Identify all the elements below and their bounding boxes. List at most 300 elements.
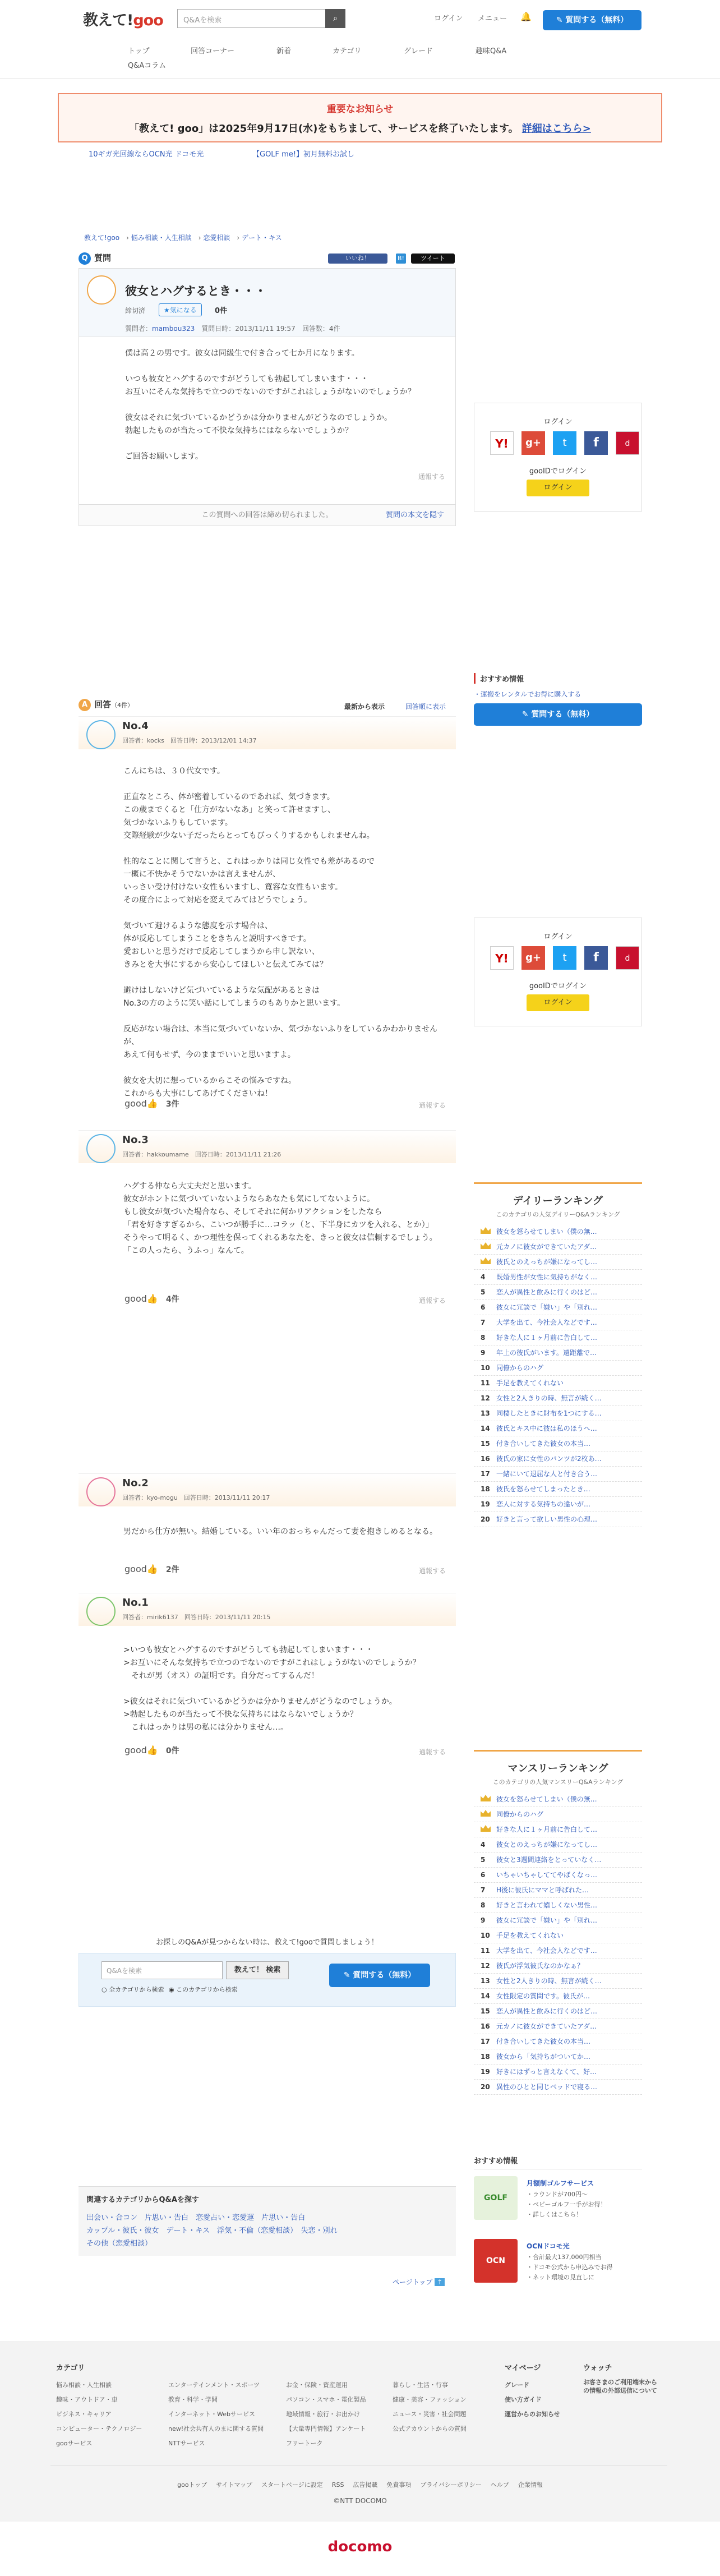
like-label: いいね！	[345, 255, 370, 262]
thumbs-up-icon: 👍	[146, 1098, 158, 1109]
crown-icon	[481, 1257, 491, 1264]
answer-item	[79, 1130, 456, 1314]
footer-link[interactable]: 趣味・アウトドア・車	[56, 2396, 118, 2403]
related-link[interactable]: 失恋・別れ	[301, 2227, 338, 2235]
breadcrumb: 教えて!goo › 悩み相談・人生相談 › 恋愛相談 › デート・キス	[84, 234, 282, 242]
rank-number: 19	[481, 2068, 490, 2076]
login-button[interactable]: ログイン	[527, 480, 589, 496]
ranking-item[interactable]	[474, 1330, 642, 1345]
question-body: 僕は高２の男です。彼女は同級生で付き合って七か月になります。 いつも彼女とハグするのですがどうしても勃起してしまいます・・・ お互いにそんな気持ちで立つのでないのですがこれはしょうがないのでしょうか？ 彼女はそれに気づいているかどうかは分かりませんがどうなのでしょうか。 勃起したものが当たって不快な気持ちにはならないでしょうか？ ご回答お願いします。	[125, 349, 416, 461]
rank-number: 8	[481, 1334, 486, 1342]
ocn-ad-title[interactable]: OCNドコモ光	[527, 2242, 570, 2250]
footer-col-title[interactable]: マイページ	[505, 2364, 541, 2372]
answer-body: 男だから仕方が無い。結婚している。いい年のおっちゃんだって妻を抱きしめるとなる。	[123, 1527, 437, 1536]
ranking-title: 彼女に冗談で「嫌い」や「別れ…	[496, 1303, 598, 1311]
ranking-item[interactable]	[474, 1224, 642, 1239]
login-box-title: ログイン	[543, 418, 573, 426]
ranking-title: 同僚からのハグ	[496, 1364, 544, 1372]
question-status: 締切済	[125, 307, 146, 315]
yahoo-icon[interactable]: Y!	[490, 946, 514, 970]
golf-ad-image[interactable]: GOLF	[474, 2176, 518, 2220]
crown-icon	[481, 1227, 491, 1234]
footer-link[interactable]: インターネット・Webサービス	[168, 2411, 255, 2418]
twitter-icon[interactable]: t	[553, 946, 576, 970]
ranking-title: 彼氏とキス中に彼は私のほうへ…	[496, 1425, 597, 1432]
ranking-item[interactable]	[474, 1451, 642, 1467]
tweet-label: ツイート	[421, 255, 445, 262]
footer-bottom-link[interactable]: gooトップ	[177, 2481, 207, 2489]
monthly-ranking	[474, 1750, 642, 2142]
related-categories	[79, 2186, 456, 2256]
rank-number: 18	[481, 2053, 490, 2061]
answer-item	[79, 1593, 456, 1757]
bottom-search-button[interactable]: 教えて！ 検索	[226, 1961, 289, 1979]
ranking-title: 同棲したときに財布を1つにする…	[496, 1409, 602, 1417]
related-links	[86, 2211, 445, 2250]
answer-user[interactable]: 回答者：kocks	[122, 737, 164, 744]
facebook-icon[interactable]: f	[584, 946, 608, 970]
bottom-ask-button[interactable]	[329, 1964, 430, 1987]
footer-link[interactable]: お金・保険・資産運用	[286, 2381, 348, 2389]
good-count: 3件	[165, 1100, 179, 1109]
answer-date: 回答日時：2013/11/11 21:26	[195, 1151, 281, 1158]
search-icon: ⌕	[333, 14, 338, 23]
ranking-title: 女性と2人きりの時、無言が続く…	[496, 1977, 602, 1985]
side-ads	[474, 2155, 642, 2338]
search-input[interactable]: Q&Aを検索	[177, 9, 345, 28]
footer-link[interactable]: フリートーク	[286, 2440, 323, 2447]
good-count: 0件	[165, 1746, 179, 1755]
report-link[interactable]: 通報する	[418, 1748, 446, 1756]
golf-ad-lines	[527, 2190, 607, 2220]
google-plus-icon[interactable]: g+	[521, 431, 545, 455]
footer-link[interactable]: コンピューター・テクノロジー	[56, 2425, 142, 2432]
rank-number: 15	[481, 2007, 490, 2015]
answer-date: 回答日時：2013/11/11 20:15	[184, 1614, 271, 1621]
ranking-item[interactable]	[474, 1345, 642, 1361]
daily-ranking-list	[474, 1224, 642, 1527]
ranking-title: 元カノに彼女ができていたアダ…	[496, 2022, 597, 2030]
crown-icon	[481, 1795, 491, 1801]
footer-link[interactable]: 使い方ガイド	[505, 2396, 542, 2403]
site-logo[interactable]	[83, 8, 163, 30]
rank-number	[481, 1807, 493, 1822]
pencil-icon: ✎	[521, 710, 532, 719]
crown-icon	[481, 1825, 491, 1832]
ranking-title: 彼女と3週間連絡をとっていなく…	[496, 1856, 602, 1864]
ask-label: 質問する（無料）	[531, 710, 594, 719]
question-box	[79, 268, 456, 526]
asker-link[interactable]: mambou323	[152, 325, 195, 333]
related-link[interactable]: その他（恋愛相談）	[86, 2239, 153, 2248]
menu-link[interactable]: メニュー	[478, 15, 507, 23]
avatar	[86, 1134, 116, 1163]
monthly-ranking-title: マンスリーランキング	[507, 1763, 608, 1775]
footer-link[interactable]: new!社会共有人のまに関する質問	[168, 2425, 264, 2432]
facebook-icon[interactable]: f	[584, 431, 608, 455]
ranking-title: 彼氏の家に女性のパンツが2枚あ…	[496, 1455, 602, 1463]
ranking-item[interactable]	[474, 1974, 642, 1989]
ranking-title: 恋人に対する気持ちの違いが…	[496, 1500, 591, 1508]
answer-date: 回答日時：2013/11/11 20:17	[183, 1494, 270, 1501]
docomo-icon[interactable]: d	[616, 946, 639, 970]
ask-question-button[interactable]	[543, 10, 641, 30]
pencil-icon: ✎	[343, 1971, 353, 1980]
closed-text: この質問への回答は締め切られました。	[201, 511, 333, 519]
footer-bottom-link[interactable]: 企業情報	[518, 2481, 543, 2489]
good-button[interactable]: good👍 0件	[124, 1745, 179, 1755]
answer-count: 回答数：4件	[302, 325, 340, 333]
footer-bottom-link[interactable]: 広告掲載	[353, 2481, 378, 2489]
radio-all[interactable]: ○ 全カテゴリから検索	[101, 1986, 164, 1993]
logo-text: 教えて!	[83, 12, 133, 29]
favorite-button[interactable]	[159, 303, 202, 316]
closed-notice	[79, 504, 455, 526]
ranking-item[interactable]	[474, 1913, 642, 1928]
rank-number: 14	[481, 1992, 490, 2000]
ranking-item[interactable]	[474, 1837, 642, 1852]
ranking-title: 大学を出て、今社会人などです…	[496, 1947, 597, 1955]
ranking-title: いちゃいちゃしててやばくなっ…	[496, 1871, 598, 1879]
rank-number: 5	[481, 1856, 486, 1864]
thumbs-up-icon: 👍	[146, 1564, 158, 1574]
ranking-title: 彼女を怒らせてしまい（僕の無…	[496, 1795, 597, 1803]
ranking-item[interactable]	[474, 2019, 642, 2034]
bell-icon[interactable]: 🔔	[520, 11, 532, 22]
good-button[interactable]: good👍 2件	[124, 1564, 179, 1574]
footer-col-title[interactable]: ウォッチ	[583, 2364, 612, 2372]
ranking-item[interactable]	[474, 1512, 642, 1527]
answer-user[interactable]: 回答者：kyo-mogu	[122, 1494, 178, 1501]
footer-link[interactable]: 暮らし・生活・行事	[393, 2381, 448, 2389]
nav-new[interactable]: 新着	[276, 47, 292, 56]
related-link[interactable]: 恋愛占い・恋愛運	[196, 2214, 255, 2222]
tweet-button[interactable]	[411, 254, 455, 264]
site-header	[0, 0, 720, 79]
breadcrumb-item[interactable]: 教えて!goo	[84, 234, 120, 242]
ranking-item[interactable]	[474, 1822, 642, 1837]
ranking-item[interactable]	[474, 1255, 642, 1270]
rank-number: 13	[481, 1409, 490, 1417]
notice-title: 重要なお知らせ	[326, 104, 394, 115]
nav-category[interactable]: カテゴリ	[333, 47, 362, 56]
footer-link[interactable]: お客さまのご利用端末からの情報の外部送信について	[583, 2379, 657, 2394]
footer-col-title: カテゴリ	[56, 2364, 85, 2372]
ad-line: ・詳しくはこちら！	[527, 2211, 582, 2218]
rank-number: 9	[481, 1916, 486, 1924]
avatar	[86, 1597, 116, 1626]
related-link[interactable]: 浮気・不倫（恋愛相談）	[217, 2227, 294, 2235]
rank-number: 16	[481, 2022, 490, 2030]
promo-link-golf[interactable]: 【GOLF me!】初月無料お試し	[252, 150, 355, 159]
footer-link[interactable]: 【大量専門情報】アンケート	[286, 2425, 366, 2432]
ranking-item[interactable]	[474, 1436, 642, 1451]
related-link[interactable]: カップル・彼氏・彼女	[86, 2227, 159, 2235]
footer-link[interactable]: ビジネス・キャリア	[56, 2411, 112, 2418]
ranking-item[interactable]	[474, 1285, 642, 1300]
star-icon: ★	[164, 306, 170, 314]
ranking-title: 異性のひとと同じベッドで寝る…	[496, 2083, 598, 2091]
ranking-title: 恋人が異性と飲みに行くのはど…	[496, 2007, 598, 2015]
docomo-logo[interactable]: docomo	[327, 2538, 393, 2555]
bottom-search-input[interactable]: Q&Aを検索	[101, 1961, 223, 1979]
ranking-item[interactable]	[474, 1959, 642, 1974]
sort-newest[interactable]: 最新から表示	[344, 703, 385, 711]
nav-hobby-qa[interactable]: 趣味Q&A	[476, 47, 507, 56]
thumbs-up-icon: 👍	[146, 1745, 158, 1755]
ranking-title: 一緒にいて退屈な人と付き合う…	[496, 1470, 598, 1478]
golf-ad-title[interactable]: 月額制ゴルフサービス	[527, 2179, 594, 2187]
ranking-title: 彼氏が浮気彼氏なのかなぁ？	[496, 1962, 584, 1970]
ask-prompt: お探しのQ&Aが見つからない時は、教えて!gooで質問しましょう！	[156, 1938, 379, 1947]
thumbs-up-icon: 👍	[146, 1293, 158, 1304]
ranking-item[interactable]	[474, 2049, 642, 2065]
side-promo-title: おすすめ情報	[474, 673, 642, 684]
side-ask-button[interactable]	[474, 703, 642, 726]
breadcrumb-item[interactable]: 悩み相談・人生相談	[131, 234, 192, 242]
twitter-icon[interactable]: t	[553, 431, 576, 455]
related-link[interactable]: デート・キス	[166, 2227, 210, 2235]
answer-body: こんにちは、３０代女です。 正直なところ、体が密着しているのであれば、気づきます。 この歳までくると「仕方がないなあ」と笑って許せますし、 気づかないふりもしています。 交際経験が少ない子だったらとってもびっくりするかもしれませんね。 性的なことに関して言うと、これはっかりは同じ女性でも差があるので 一概に不快かそうでないかは言えませんが、 いっさい受け付けない女性もいますし、寛容な女性もいます。 その度合によって対応を変えてみてはどうでしょう。 気づいて避けるような態度を示す場合は、 体が反応してしまうことをきちんと説明すべきです。 愛おしいと思うだけで反応してしまうから申し訳ない、 きみとを大事にするから安心してほしいと伝えてみては？ 避けはしないけど気づいているような気配があるときは No.3の方のように笑い話にしてしまうのもありかと思います。 反応がない場合は、本当に気づいていないか、気づかないふりをしているかわかりませんが、 あえて何もせず、今のままでいいと思いますよ。 彼女を大切に想っているからこその悩みですね。 これからも大事にしてあげてくださいね！	[123, 767, 437, 1098]
ranking-item[interactable]	[474, 1792, 642, 1807]
login-box-title: ログイン	[543, 933, 573, 941]
good-button[interactable]: good👍 3件	[124, 1098, 179, 1109]
ranking-item[interactable]	[474, 1239, 642, 1255]
ranking-item[interactable]	[474, 1376, 642, 1391]
footer-col	[505, 2361, 560, 2422]
breadcrumb-item[interactable]: デート・キス	[242, 234, 282, 242]
answers-title: 回答	[94, 699, 112, 709]
copyright: ©NTT DOCOMO	[333, 2497, 387, 2505]
nav-top[interactable]: トップ	[128, 47, 150, 56]
footer-link[interactable]: エンターテインメント・スポーツ	[168, 2381, 260, 2389]
related-link[interactable]: 片思い・告白	[145, 2214, 189, 2222]
answer-user[interactable]: 回答者：hakkoumame	[122, 1151, 189, 1158]
ranking-item[interactable]	[474, 1852, 642, 1868]
gooid-login-label: gooIDでログイン	[529, 982, 587, 990]
answer-number: No.3	[122, 1134, 149, 1146]
ranking-item[interactable]	[474, 1421, 642, 1436]
footer-link[interactable]: 運営からのお知らせ	[505, 2411, 560, 2418]
ad-line: ・ドコモ公式から申込みでお得	[527, 2264, 613, 2271]
q-icon: Q	[79, 252, 91, 265]
ranking-title: 彼氏を怒らせてしまったとき…	[496, 1485, 590, 1493]
rank-number: 17	[481, 2038, 490, 2045]
daily-ranking	[474, 1182, 642, 1630]
ranking-title: 手足を教えてくれない	[496, 1932, 564, 1939]
rank-number: 6	[481, 1303, 486, 1311]
daily-ranking-subtitle: このカテゴリの人気デイリーQ&Aランキング	[496, 1211, 620, 1218]
footer-bottom-link[interactable]: プライバシーポリシー	[420, 2481, 482, 2489]
report-link[interactable]: 通報する	[418, 473, 445, 481]
daily-ranking-title: デイリーランキング	[513, 1195, 603, 1207]
footer-col	[286, 2361, 366, 2451]
important-notice	[58, 93, 662, 142]
side-ads-title: おすすめ情報	[474, 2155, 642, 2169]
footer-link[interactable]: 地域情報・旅行・お出かけ	[286, 2411, 360, 2418]
ranking-item[interactable]	[474, 1807, 642, 1822]
footer-link[interactable]: パソコン・スマホ・電化製品	[286, 2396, 366, 2403]
answer-number: No.1	[122, 1597, 149, 1609]
ranking-item[interactable]	[474, 2034, 642, 2049]
bottom-search-box	[79, 1953, 456, 2007]
ranking-title: 女性限定の質問です。彼氏が…	[496, 1992, 590, 2000]
ranking-item[interactable]	[474, 1883, 642, 1898]
footer-link[interactable]: 悩み相談・人生相談	[56, 2381, 112, 2389]
rank-number	[481, 1255, 493, 1270]
ranking-item[interactable]	[474, 2004, 642, 2019]
rank-number: 11	[481, 1379, 490, 1387]
footer-link[interactable]: NTTサービス	[168, 2440, 205, 2447]
ranking-item[interactable]	[474, 1868, 642, 1883]
question-meta	[125, 324, 340, 333]
footer-bottom-link[interactable]: ヘルプ	[490, 2481, 509, 2489]
rank-number: 13	[481, 1977, 490, 1985]
fav-count: 0件	[215, 307, 228, 315]
monthly-ranking-subtitle: このカテゴリの人気マンスリーQ&Aランキング	[492, 1778, 624, 1786]
footer-col	[583, 2361, 662, 2395]
ocn-ad-image[interactable]: OCN	[474, 2239, 518, 2283]
related-link[interactable]: 片思い・告白	[261, 2214, 306, 2222]
asker-label: 質問者：	[125, 325, 153, 333]
ranking-item[interactable]	[474, 1989, 642, 2004]
footer-bottom-link[interactable]: 免責事項	[386, 2481, 412, 2489]
rank-number: 9	[481, 1349, 486, 1357]
login-box	[474, 918, 642, 1026]
hide-body-link[interactable]: 質問の本文を隠す	[385, 511, 444, 519]
social-login-icons	[484, 431, 630, 456]
hatena-icon[interactable]: B!	[396, 254, 406, 264]
ranking-item[interactable]	[474, 1497, 642, 1512]
footer-links	[0, 2480, 720, 2489]
ranking-item[interactable]	[474, 1406, 642, 1421]
footer-link[interactable]: グレード	[505, 2381, 529, 2389]
answers-heading	[79, 698, 133, 711]
rank-number	[481, 1224, 493, 1239]
report-link[interactable]: 通報する	[418, 1297, 446, 1305]
ad-line: ・合計最大137,000円相当	[527, 2254, 602, 2261]
docomo-icon[interactable]: d	[616, 431, 639, 455]
google-plus-icon[interactable]: g+	[521, 946, 545, 970]
rank-number	[481, 1792, 493, 1807]
yahoo-icon[interactable]: Y!	[490, 431, 514, 455]
rank-number: 20	[481, 1515, 490, 1523]
site-footer	[0, 2342, 720, 2576]
ranking-title: 彼氏とのえっちが嫌になってし…	[496, 1258, 598, 1266]
ranking-item[interactable]	[474, 1943, 642, 1959]
page-top-link[interactable]	[393, 2277, 445, 2287]
ranking-item[interactable]	[474, 1898, 642, 1913]
rank-number: 16	[481, 1455, 490, 1463]
question-title: 彼女とハグするとき・・・	[125, 284, 266, 298]
search-button[interactable]	[325, 9, 345, 28]
footer-link[interactable]: 教育・科学・学問	[168, 2396, 218, 2403]
ranking-title: 付き合いしてきた彼女の本当…	[496, 2038, 591, 2045]
ranking-item[interactable]	[474, 1482, 642, 1497]
good-button[interactable]: good👍 4件	[124, 1293, 179, 1304]
footer-bottom-link[interactable]: スタートページに設定	[261, 2481, 323, 2489]
footer-col	[56, 2361, 142, 2451]
footer-bottom-link[interactable]: RSS	[331, 2481, 344, 2489]
rank-number: 10	[481, 1364, 490, 1372]
ranking-item[interactable]	[474, 2080, 642, 2095]
ranking-title: 既婚男性が女性に気持ちがなく…	[496, 1273, 598, 1281]
footer-link[interactable]: ニュース・災害・社会問題	[393, 2411, 467, 2418]
notice-detail-link[interactable]: 詳細はこちら>	[521, 123, 591, 135]
ranking-title: 彼女を怒らせてしまい（僕の無…	[496, 1228, 597, 1236]
ranking-item[interactable]	[474, 1928, 642, 1943]
good-count: 4件	[165, 1295, 179, 1304]
radio-all-label: 全カテゴリから検索	[109, 1986, 164, 1993]
rank-number	[481, 1239, 493, 1255]
ranking-title: 好きな人に１ヶ月前に告白して…	[496, 1334, 598, 1342]
ranking-item[interactable]	[474, 1361, 642, 1376]
rank-number: 19	[481, 1500, 490, 1508]
rank-number: 12	[481, 1962, 490, 1970]
report-link[interactable]: 通報する	[418, 1567, 446, 1575]
ranking-item[interactable]	[474, 1391, 642, 1406]
sort-order[interactable]: 回答順に表示	[405, 703, 446, 711]
ranking-title: 大学を出て、今社会人などです…	[496, 1319, 597, 1326]
a-icon: A	[79, 699, 91, 711]
ranking-title: H後に彼氏にママと呼ばれた…	[496, 1886, 589, 1894]
footer-bottom-link[interactable]: サイトマップ	[216, 2481, 253, 2489]
fav-label: 気になる	[169, 306, 197, 314]
answers-count: （4件）	[111, 702, 134, 709]
related-link[interactable]: 出会い・合コン	[86, 2214, 138, 2222]
ranking-item[interactable]	[474, 1300, 642, 1315]
facebook-like-button[interactable]	[328, 254, 387, 264]
ranking-item[interactable]	[474, 1270, 642, 1285]
nav-answer-corner[interactable]: 回答コーナー	[191, 47, 235, 56]
footer-col	[168, 2361, 264, 2451]
rank-number: 17	[481, 1470, 490, 1478]
ranking-item[interactable]	[474, 2065, 642, 2080]
ranking-title: 好きと言って欲しい男性の心理…	[496, 1515, 598, 1523]
footer-link[interactable]: 公式アカウントからの質問	[393, 2425, 467, 2432]
radio-this[interactable]: ◉ このカテゴリから検索	[169, 1986, 238, 1993]
breadcrumb-item[interactable]: 恋愛相談	[203, 234, 230, 242]
ranking-title: 女性と2人きりの時、無言が続く…	[496, 1394, 602, 1402]
answer-date: 回答日時：2013/12/01 14:37	[170, 737, 257, 744]
ranking-title: 彼女に冗談で「嫌い」や「別れ…	[496, 1916, 598, 1924]
ranking-item[interactable]	[474, 1315, 642, 1330]
nav-qa-column[interactable]: Q&Aコラム	[128, 62, 167, 70]
promo-link-ocn[interactable]: 10ギガ光回線ならOCN光 ドコモ光	[89, 150, 204, 159]
answer-number: No.4	[122, 720, 149, 732]
footer-link[interactable]: gooサービス	[56, 2440, 93, 2447]
ranking-title: 好きな人に１ヶ月前に告白して…	[496, 1826, 598, 1833]
login-link[interactable]: ログイン	[434, 15, 463, 23]
nav-grade[interactable]: グレード	[404, 47, 433, 56]
ranking-title: 恋人が異性と飲みに行くのはど…	[496, 1288, 598, 1296]
side-promo	[474, 673, 642, 717]
rank-number	[481, 1822, 493, 1837]
ask-label: 質問する（無料）	[353, 1971, 416, 1980]
login-box	[474, 403, 642, 511]
footer-link[interactable]: 健康・美容・ファッション	[393, 2396, 467, 2403]
answer-user[interactable]: 回答者：mirik6137	[122, 1614, 178, 1621]
related-title: 関連するカテゴリからQ&Aを探す	[86, 2196, 199, 2204]
ranking-title: 好きにはずっと言えなくて、好…	[496, 2068, 597, 2076]
ranking-item[interactable]	[474, 1467, 642, 1482]
report-link[interactable]: 通報する	[418, 1102, 446, 1109]
login-button[interactable]: ログイン	[527, 994, 589, 1011]
avatar	[87, 275, 116, 305]
answer-body: ハグする仲なら大丈夫だと思います。 彼女がホントに気づいていないようならあなたも気にしてないように。 もし彼女が気づいた場合なら、そしてそれに何かリアクションをしたなら 「君を好きすぎるから、こいつが勝手に…コラッ（と、下半身にカツを入れる、とか）」 そうやって明るく、かつ理性を保ってくれるあなたを、きっと彼女は信頼するでしょう。 「この人ったら、うふっ」なんて。	[123, 1182, 437, 1255]
side-promo-link[interactable]: ・運搬をレンタルでお得に購入する	[474, 690, 581, 698]
rank-number: 14	[481, 1425, 490, 1432]
